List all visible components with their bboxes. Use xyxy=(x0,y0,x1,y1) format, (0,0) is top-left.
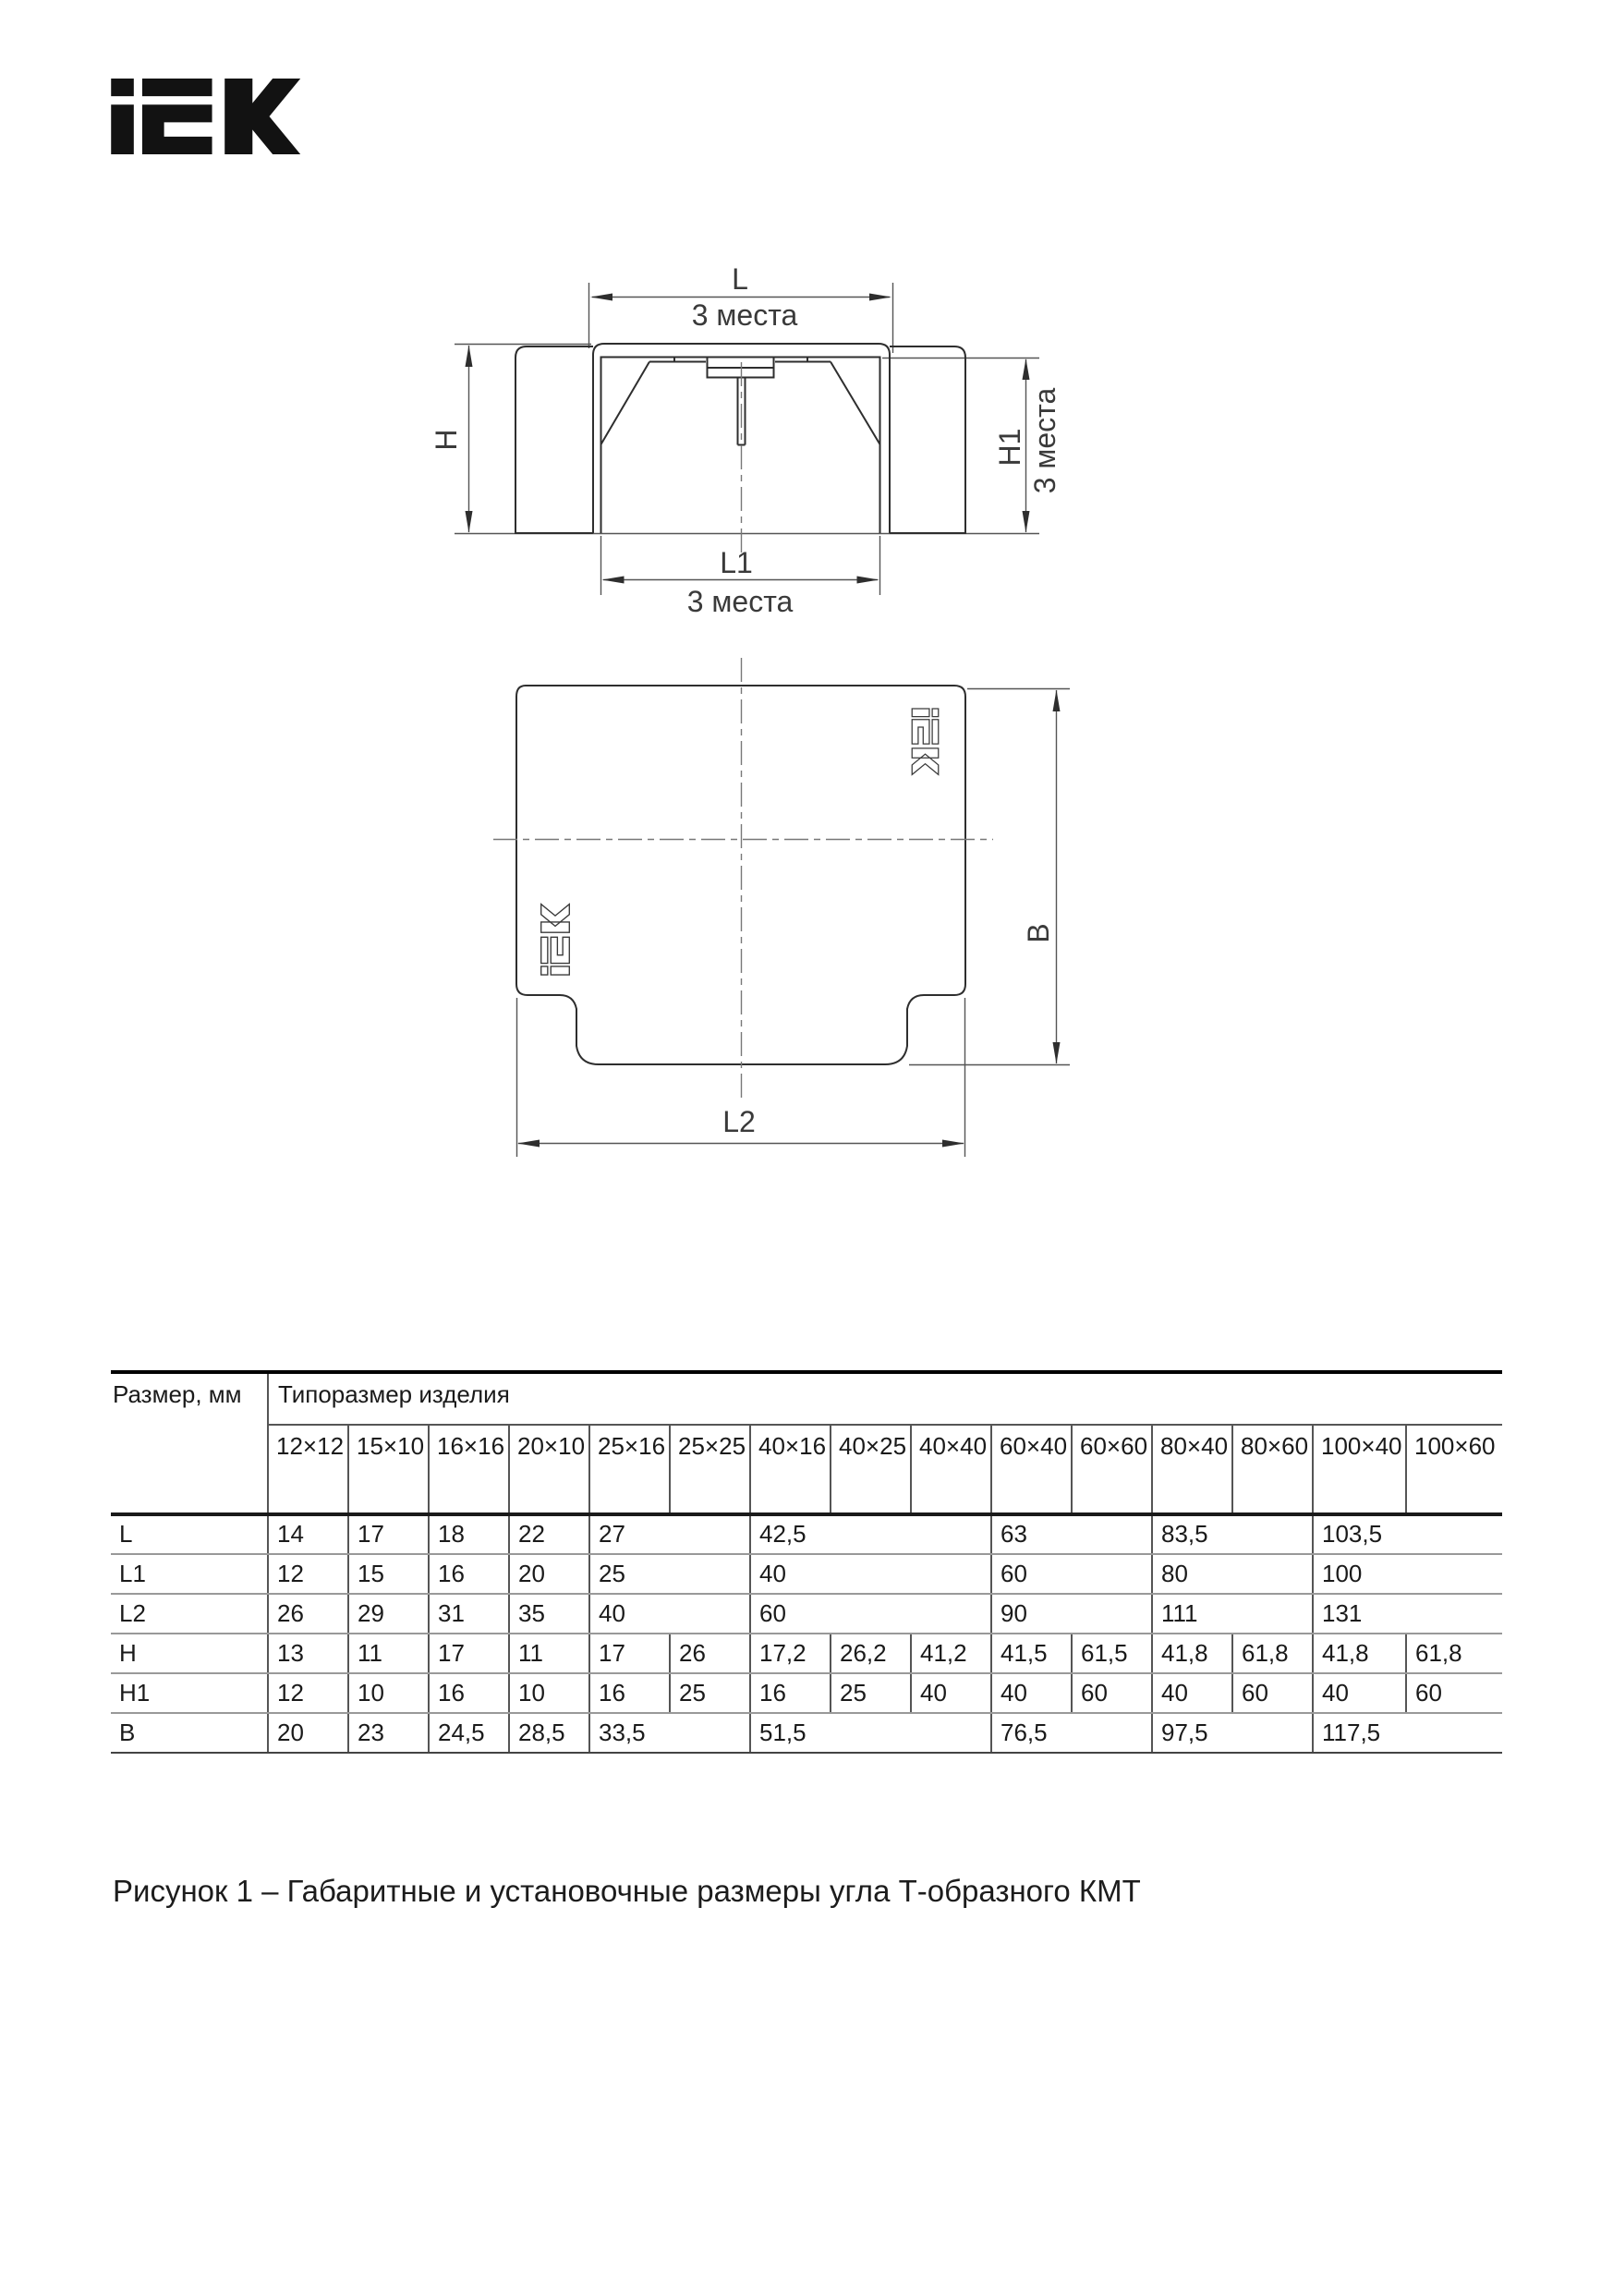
column-header: 20×10 xyxy=(509,1425,589,1514)
table-cell: 76,5 xyxy=(991,1713,1152,1753)
column-header: 80×60 xyxy=(1232,1425,1313,1514)
table-cell: 16 xyxy=(429,1554,509,1594)
dim-label-H: H xyxy=(430,429,463,451)
row-label: B xyxy=(111,1713,268,1753)
column-header: 25×16 xyxy=(589,1425,670,1514)
table-row xyxy=(111,1514,1502,1554)
table-cell: 23 xyxy=(348,1713,429,1753)
table-row xyxy=(111,1673,1502,1713)
row-label: L1 xyxy=(111,1554,268,1594)
table-cell: 40 xyxy=(1313,1673,1406,1713)
table-cell: 28,5 xyxy=(509,1713,589,1753)
table-row xyxy=(111,1713,1502,1753)
table-cell: 26 xyxy=(268,1594,348,1634)
table-cell: 27 xyxy=(589,1514,750,1554)
column-header: 100×60 xyxy=(1406,1425,1502,1514)
table-cell: 25 xyxy=(831,1673,911,1713)
column-header: 12×12 xyxy=(268,1425,348,1514)
table-cell: 11 xyxy=(509,1634,589,1673)
column-header: 60×60 xyxy=(1072,1425,1152,1514)
table-cell: 20 xyxy=(268,1713,348,1753)
table-cell: 17 xyxy=(429,1634,509,1673)
iek-logo-glyphs xyxy=(111,79,300,154)
table-cell: 26 xyxy=(670,1634,750,1673)
table-cell: 41,5 xyxy=(991,1634,1072,1673)
table-cell: 51,5 xyxy=(750,1713,991,1753)
iek-logo xyxy=(111,79,305,154)
column-header: 80×40 xyxy=(1152,1425,1232,1514)
table-cell: 131 xyxy=(1313,1594,1502,1634)
table-cell: 41,8 xyxy=(1313,1634,1406,1673)
dim-label-L1: L1 xyxy=(720,546,753,579)
table-cell: 42,5 xyxy=(750,1514,991,1554)
table-cell: 10 xyxy=(348,1673,429,1713)
table-cell: 17,2 xyxy=(750,1634,831,1673)
table-cell: 22 xyxy=(509,1514,589,1554)
table-row xyxy=(111,1594,1502,1634)
table-cell: 14 xyxy=(268,1514,348,1554)
table-cell: 103,5 xyxy=(1313,1514,1502,1554)
table-cell: 61,5 xyxy=(1072,1634,1152,1673)
dim-label-B: B xyxy=(1022,923,1055,943)
table-cell: 16 xyxy=(589,1673,670,1713)
table-cell: 18 xyxy=(429,1514,509,1554)
dim-label-L1-places: 3 места xyxy=(686,585,794,618)
table-cell: 40 xyxy=(991,1673,1072,1713)
table-cell: 16 xyxy=(750,1673,831,1713)
row-label: L xyxy=(111,1514,268,1554)
figure-caption: Рисунок 1 – Габаритные и установочные размеры угла Т-образного КМТ xyxy=(113,1874,1141,1908)
table-cell: 40 xyxy=(589,1594,750,1634)
table-cell: 25 xyxy=(670,1673,750,1713)
row-label: H xyxy=(111,1634,268,1673)
plan-view-centerlines xyxy=(493,658,993,1101)
table-cell: 31 xyxy=(429,1594,509,1634)
table-cell: 117,5 xyxy=(1313,1713,1502,1753)
plan-view-arrowheads xyxy=(517,690,1061,1148)
front-view-arrowheads xyxy=(466,294,1030,584)
table-cell: 83,5 xyxy=(1152,1514,1313,1554)
table-row xyxy=(111,1634,1502,1673)
dim-label-L2: L2 xyxy=(722,1105,756,1138)
table-cell: 29 xyxy=(348,1594,429,1634)
column-header: 15×10 xyxy=(348,1425,429,1514)
table-cell: 13 xyxy=(268,1634,348,1673)
column-header: 40×16 xyxy=(750,1425,831,1514)
table-cell: 60 xyxy=(991,1554,1152,1594)
table-cell: 61,8 xyxy=(1232,1634,1313,1673)
table-cell: 12 xyxy=(268,1673,348,1713)
table-cell: 10 xyxy=(509,1673,589,1713)
table-cell: 17 xyxy=(589,1634,670,1673)
column-header: 25×25 xyxy=(670,1425,750,1514)
iek-watermark-bottom-left xyxy=(541,905,570,976)
table-cell: 12 xyxy=(268,1554,348,1594)
front-view-drawing xyxy=(406,249,1072,638)
column-header: 100×40 xyxy=(1313,1425,1406,1514)
table-cell: 41,2 xyxy=(911,1634,991,1673)
column-header: 40×25 xyxy=(831,1425,911,1514)
table-cell: 17 xyxy=(348,1514,429,1554)
column-header: 60×40 xyxy=(991,1425,1072,1514)
dim-label-L: L xyxy=(732,262,748,296)
plan-view-dimension-lines xyxy=(517,689,1071,1158)
column-header: 40×40 xyxy=(911,1425,991,1514)
table-cell: 33,5 xyxy=(589,1713,750,1753)
table-corner-header: Размер, мм xyxy=(111,1372,268,1514)
dimensions-table xyxy=(111,1370,1502,1754)
table-cell: 20 xyxy=(509,1554,589,1594)
table-cell: 97,5 xyxy=(1152,1713,1313,1753)
column-header: 16×16 xyxy=(429,1425,509,1514)
table-cell: 80 xyxy=(1152,1554,1313,1594)
table-cell: 15 xyxy=(348,1554,429,1594)
table-cell: 25 xyxy=(589,1554,750,1594)
table-group-header: Типоразмер изделия xyxy=(268,1372,1502,1425)
table-cell: 11 xyxy=(348,1634,429,1673)
iek-watermark-top-right xyxy=(912,709,939,774)
dim-label-L-places: 3 места xyxy=(691,298,798,332)
table-cell: 35 xyxy=(509,1594,589,1634)
plan-view-drawing xyxy=(462,647,1090,1173)
table-cell: 24,5 xyxy=(429,1713,509,1753)
table-cell: 40 xyxy=(750,1554,991,1594)
table-cell: 41,8 xyxy=(1152,1634,1232,1673)
table-cell: 63 xyxy=(991,1514,1152,1554)
dim-label-H1-places: 3 места xyxy=(1028,387,1061,494)
front-view-outline xyxy=(515,344,965,533)
table-cell: 60 xyxy=(1232,1673,1313,1713)
table-cell: 100 xyxy=(1313,1554,1502,1594)
table-cell: 60 xyxy=(1406,1673,1502,1713)
table-cell: 40 xyxy=(1152,1673,1232,1713)
dim-label-H1: H1 xyxy=(993,428,1026,467)
table-row xyxy=(111,1554,1502,1594)
table-cell: 111 xyxy=(1152,1594,1313,1634)
table-cell: 60 xyxy=(1072,1673,1152,1713)
row-label: H1 xyxy=(111,1673,268,1713)
row-label: L2 xyxy=(111,1594,268,1634)
table-cell: 61,8 xyxy=(1406,1634,1502,1673)
table-cell: 40 xyxy=(911,1673,991,1713)
table-cell: 90 xyxy=(991,1594,1152,1634)
table-cell: 26,2 xyxy=(831,1634,911,1673)
table-cell: 60 xyxy=(750,1594,991,1634)
table-cell: 16 xyxy=(429,1673,509,1713)
